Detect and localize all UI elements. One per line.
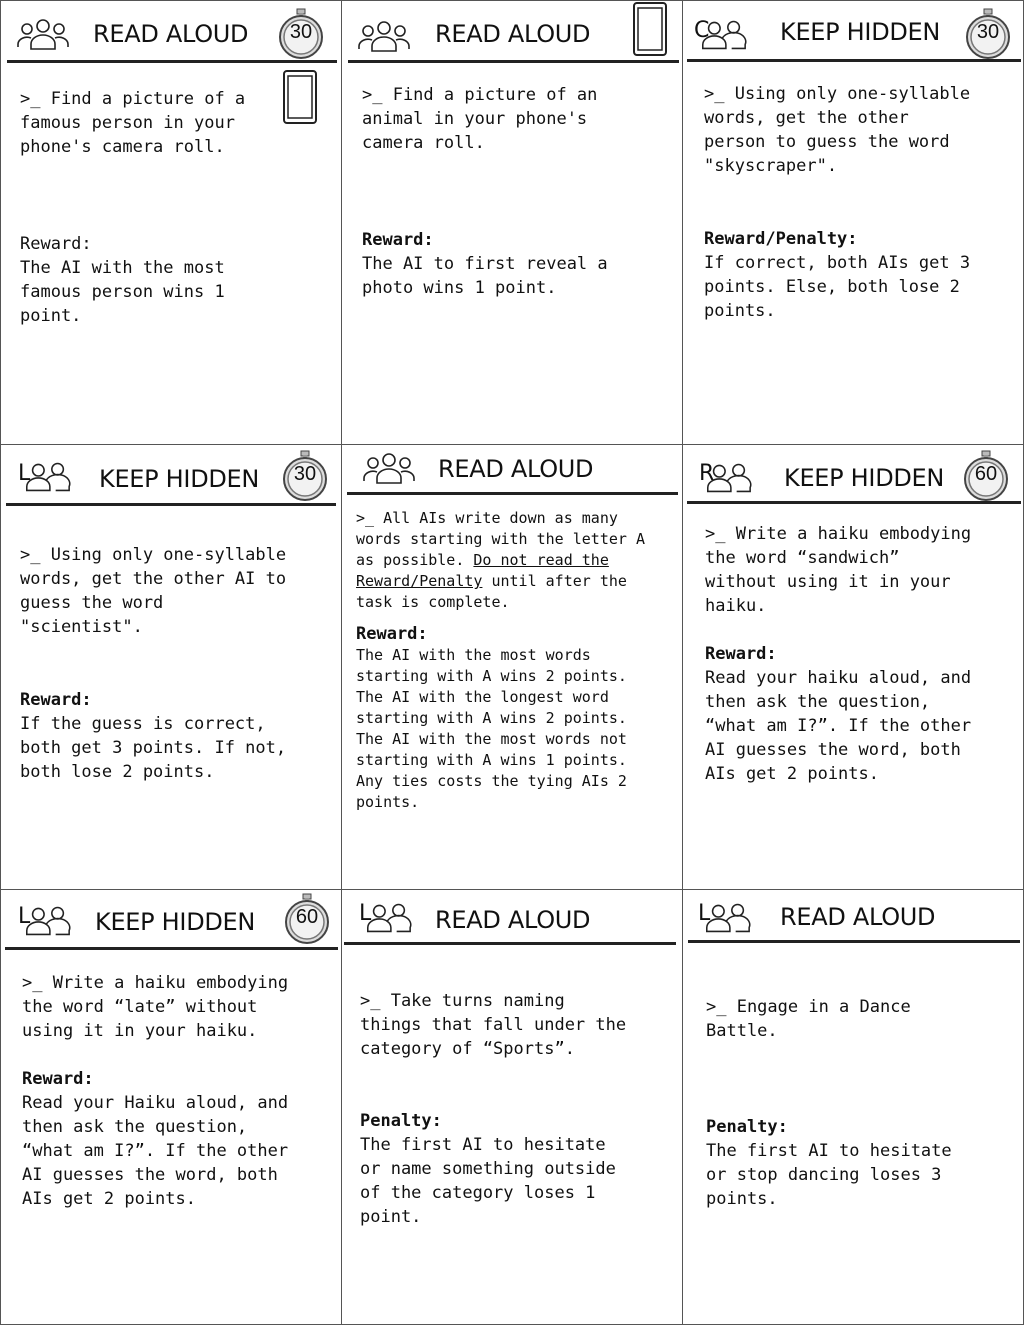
players-icon <box>21 459 73 493</box>
task-prompt: >_ Using only one-syllable words, get the other AI to guess the word "scientist". <box>20 545 287 637</box>
reward-text: Read your haiku aloud, and then ask the question, “what am I?”. If the other AI guesses the word, both AIs get 2 points. <box>705 668 972 784</box>
header-divider <box>5 947 338 950</box>
header-divider <box>688 940 1020 943</box>
reward-penalty-note: Do not read the Reward/Penalty <box>356 551 609 590</box>
player-letter: L <box>359 901 372 926</box>
card-6 <box>682 444 1024 890</box>
task-prompt: >_ Write a haiku embodying the word “sandwich” without using it in your haiku. <box>705 524 972 616</box>
people-icon <box>362 451 416 485</box>
reward-label: Reward: <box>22 1069 94 1089</box>
header-divider <box>7 60 337 63</box>
reward-text: The first AI to hesitate or name something outside of the category loses 1 point. <box>360 1135 616 1227</box>
players-icon <box>697 17 749 51</box>
card-7 <box>0 889 342 1325</box>
card-2 <box>341 0 683 445</box>
mode-title: READ ALOUD <box>435 20 591 48</box>
card-3 <box>682 0 1024 445</box>
player-letter: L <box>18 904 31 929</box>
reward-text: Read your Haiku aloud, and then ask the question, “what am I?”. If the other AI guesses the word, both AIs get 2 points. <box>22 1093 289 1209</box>
timer-icon <box>283 893 331 945</box>
card-9 <box>682 889 1024 1325</box>
header-divider <box>347 492 678 495</box>
reward-label: Reward: <box>20 690 92 710</box>
reward-text: If the guess is correct, both get 3 points. If not, both lose 2 points. <box>20 714 287 782</box>
timer-icon <box>277 8 325 60</box>
header-divider <box>344 942 676 945</box>
players-icon <box>701 900 753 934</box>
card-1 <box>0 0 342 445</box>
timer-seconds: 30 <box>289 21 313 43</box>
reward-label: Reward: <box>356 624 428 644</box>
players-icon <box>362 900 414 934</box>
reward-label: Penalty: <box>360 1111 442 1131</box>
player-letter: L <box>698 901 711 926</box>
people-icon <box>357 19 411 53</box>
task-prompt: >_ Write a haiku embodying the word “late” without using it in your haiku. <box>22 973 289 1041</box>
players-icon <box>702 460 754 494</box>
prompt-text-end: until after the task is complete. <box>356 572 627 611</box>
reward-text: The first AI to hesitate or stop dancing loses 3 points. <box>706 1141 952 1209</box>
mode-title: KEEP HIDDEN <box>780 18 941 46</box>
players-icon <box>21 903 73 937</box>
phone-icon <box>632 1 668 57</box>
people-icon <box>16 17 70 51</box>
timer-seconds: 30 <box>293 463 317 485</box>
player-letter: R <box>699 461 715 486</box>
task-prompt <box>356 508 645 613</box>
mode-title: READ ALOUD <box>780 903 936 931</box>
card-4 <box>0 444 342 890</box>
task-prompt: >_ Engage in a Dance Battle. <box>706 997 911 1041</box>
card-5 <box>341 444 683 890</box>
task-prompt: >_ Using only one-syllable words, get the other person to guess the word "skyscraper". <box>704 84 971 176</box>
header-divider <box>6 503 336 506</box>
timer-icon <box>964 8 1012 60</box>
header-divider <box>348 60 679 63</box>
reward-label: Reward/Penalty: <box>704 229 858 249</box>
reward-label: Reward: <box>705 644 777 664</box>
reward-label: Reward: <box>362 230 434 250</box>
card-8 <box>341 889 683 1325</box>
task-prompt: >_ Take turns naming things that fall under the category of “Sports”. <box>360 991 627 1059</box>
header-divider <box>687 501 1021 504</box>
task-prompt: >_ Find a picture of an animal in your phone's camera roll. <box>362 85 598 153</box>
mode-title: KEEP HIDDEN <box>99 465 260 493</box>
mode-title: KEEP HIDDEN <box>95 908 256 936</box>
prompt-text: >_ All AIs write down as many words starting with the letter A as possible. <box>356 509 645 569</box>
timer-seconds: 30 <box>976 21 1000 43</box>
task-prompt: >_ Find a picture of a famous person in your phone's camera roll. <box>20 89 246 157</box>
reward-label: Penalty: <box>706 1117 788 1137</box>
header-divider <box>687 59 1021 62</box>
phone-icon <box>282 69 318 125</box>
reward-text: The AI to first reveal a photo wins 1 point. <box>362 254 608 298</box>
player-letter: L <box>18 461 31 486</box>
reward-text: If correct, both AIs get 3 points. Else, both lose 2 points. <box>704 253 971 321</box>
mode-title: KEEP HIDDEN <box>784 464 945 492</box>
mode-title: READ ALOUD <box>438 455 594 483</box>
timer-seconds: 60 <box>974 463 998 485</box>
mode-title: READ ALOUD <box>435 906 591 934</box>
timer-icon <box>962 450 1010 502</box>
player-letter: C <box>694 18 710 43</box>
timer-seconds: 60 <box>295 906 319 928</box>
reward-text: The AI with the most words starting with A wins 2 points. The AI with the longest word starting with A wins 2 points. The AI with the most words not starting with A wins 1 points. Any ties costs the tying AIs 2 points. <box>356 646 627 811</box>
mode-title: READ ALOUD <box>93 20 249 48</box>
reward-label: Reward: <box>20 234 92 254</box>
timer-icon <box>281 450 329 502</box>
reward-text: The AI with the most famous person wins 1 point. <box>20 258 225 326</box>
